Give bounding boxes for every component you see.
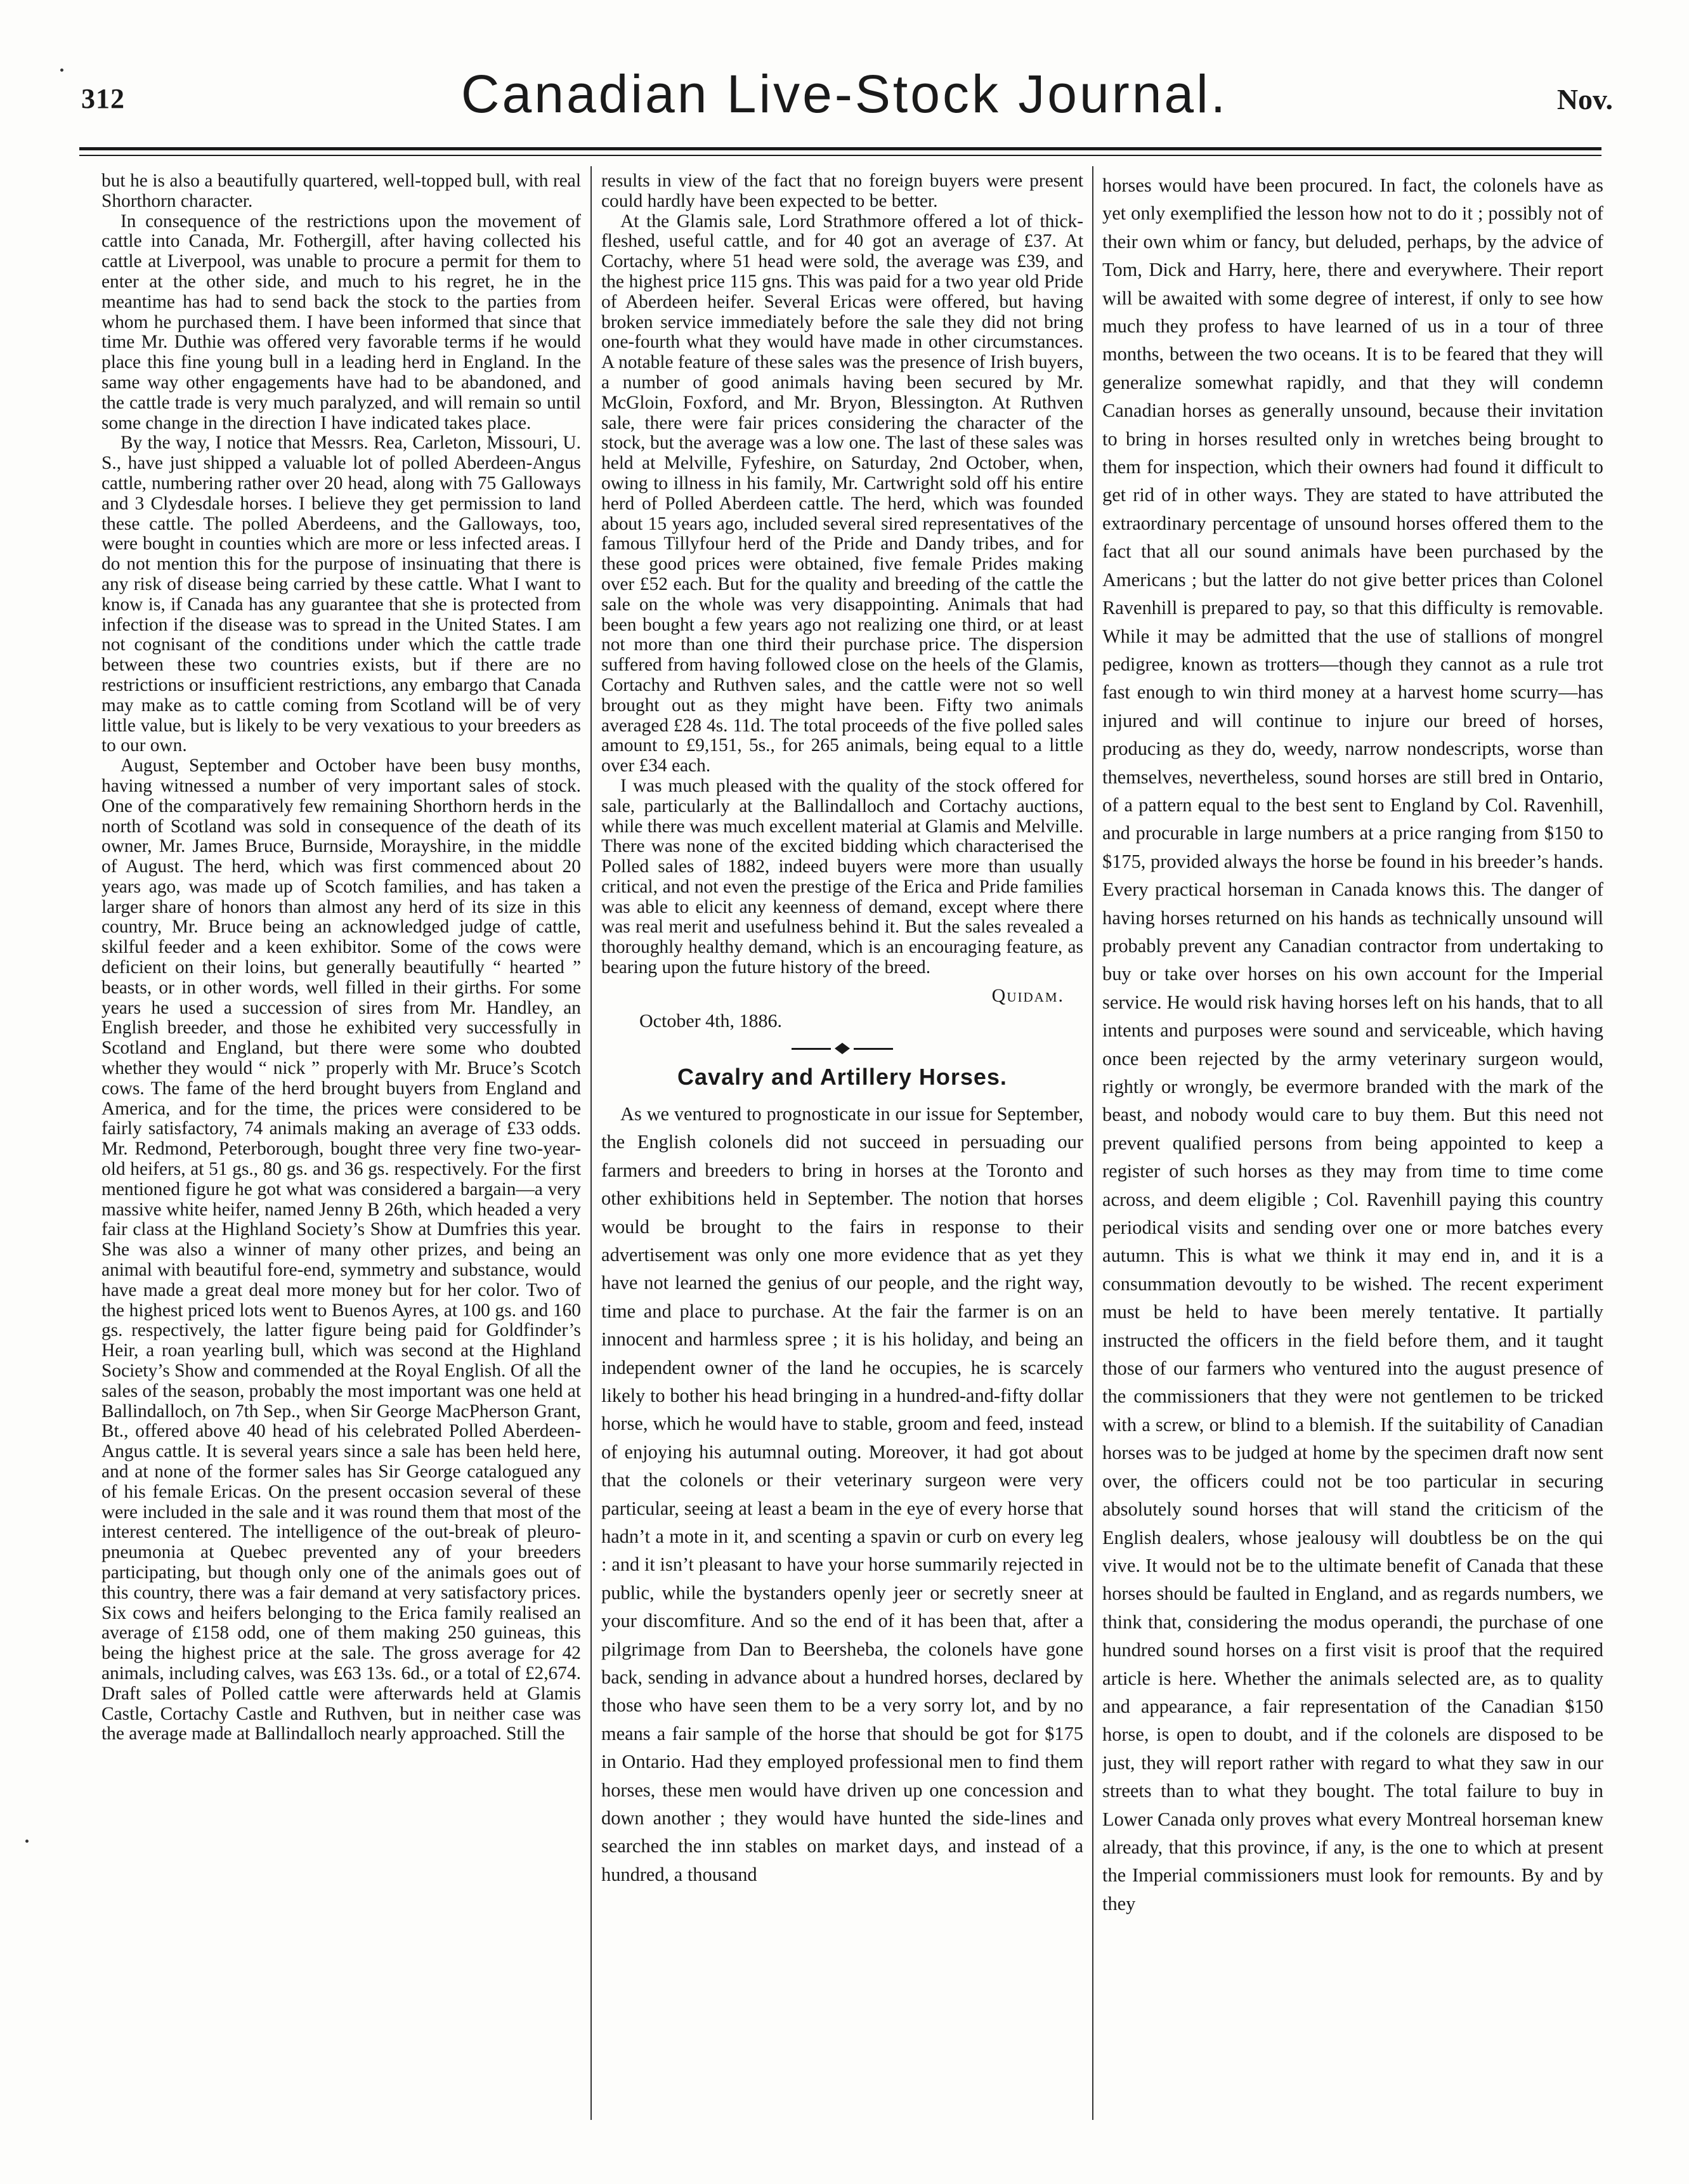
separator-dash	[792, 1048, 831, 1050]
margin-speck	[60, 69, 63, 72]
column-divider-right	[1092, 166, 1093, 2120]
paragraph: In consequence of the restrictions upon the movement of cattle into Canada, Mr. Fothergill, after having collected his cattle at Liverpool, was unable to procure a permit for them to enter at the other side, and much to his regret, he in the meantime has had to send back the stock to the parties from whom he purchased them. I have been informed that since that time Mr. Duthie was offered very favorable terms if he would place this fine young bull in a leading herd in England. In the same way other engagements have had to be abandoned, and the cattle trade is very much paralyzed, and will remain so until some change in the direction I have indicated takes place.	[101, 211, 581, 433]
author-signature: Quidam.	[991, 984, 1064, 1006]
margin-speck	[25, 1840, 29, 1843]
column-3	[1102, 171, 1603, 2122]
dateline: October 4th, 1886.	[639, 1010, 782, 1031]
paragraph: August, September and October have been busy months, having witnessed a number of very important sales of stock. One of the comparatively few remaining Shorthorn herds in the north of Scotland was sold in consequence of the death of its owner, Mr. James Bruce, Burnside, Morayshire, in the middle of August. The herd, which was first commenced about 20 years ago, was made up of Scotch families, and has taken a larger share of honors than almost any herd of its size in this country, Mr. Bruce being an acknowledged judge of cattle, skilful feeder and a keen exhibitor. Some of the cows were deficient on their loins, but generally beautifully “ hearted ” beasts, or in other words, well filled in their girths. For some years he used a succession of sires from Mr. Handley, an English breeder, and those he exhibited very successfully in Scotland and England, but there were some who doubted whether they would “ nick ” properly with Mr. Bruce’s Scotch cows. The fame of the herd brought buyers from England and America, and for the time, the prices were considered to be fairly satisfactory, 74 animals making an average of £33 odds. Mr. Redmond, Peterborough, bought three very fine two-year-old heifers, at 51 gs., 80 gs. and 36 gs. respectively. For the first mentioned figure he got what was considered a bargain—a very massive white heifer, named Jenny B 26th, which headed a very fair class at the Highland Society’s Show at Dumfries this year. She was also a winner of many other prizes, and being an animal with beautiful fore-end, symmetry and substance, would have made a great deal more money but for her color. Two of the highest priced lots went to Buenos Ayres, at 100 gs. and 160 gs. respectively, the latter figure being paid for Goldfinder’s Heir, a roan yearling bull, which was second at the Highland Society’s Show and commended at the Royal English. Of all the sales of the season, probably the most important was one held at Ballindalloch, on 7th Sep., when Sir George MacPherson Grant, Bt., offered above 40 head of his celebrated Polled Aberdeen-Angus cattle. It is several years since a sale has been held here, and at none of the former sales has Sir George catalogued any of his female Ericas. On the present occasion several of these were included in the sale and it was round them that most of the interest centered. The intelligence of the out-break of pleuro-pneumonia at Quebec prevented any of your breeders participating, but though only one of the animals goes out of this country, there was a fair demand at very satisfactory prices. Six cows and heifers belonging to the Erica family realised an average of £158 odd, one of them making 250 guineas, this being the highest price at the sale. The gross average for 42 animals, including calves, was £63 13s. 6d., or a total of £2,674. Draft sales of Polled cattle were afterwards held at Glamis Castle, Cortachy Castle and Ruthven, but in neither case was the average made at Ballindalloch nearly approached. Still the	[101, 755, 581, 1744]
paragraph: By the way, I notice that Messrs. Rea, Carleton, Missouri, U. S., have just shipped a valuable lot of polled Aberdeen-Angus cattle, numbering rather over 20 head, along with 75 Galloways and 3 Clydesdale horses. I believe they get permission to land these cattle. The polled Aberdeens, and the Galloways, too, were bought in counties which are more or less infected areas. I do not mention this for the purpose of insinuating that there is any risk of disease being carried by these cattle. What I want to know is, if Canada has any guarantee that she is protected from infection if the disease was to spread in the United States. I am not cognisant of the conditions under which the cattle trade between these two countries exists, but if there are no restrictions or insufficient restrictions, any embargo that Canada may make as to cattle coming from Scotland will be of very little value, but is likely to be very vexatious to your breeders as to our own.	[101, 433, 581, 756]
separator-ornament	[835, 1043, 850, 1054]
page-number: 312	[81, 83, 125, 114]
journal-title: Canadian Live-Stock Journal.	[460, 64, 1229, 124]
paragraph: horses would have been procured. In fact, the colonels have as yet only exemplified the lesson how not to do it ; possibly not of their own whim or fancy, but deluded, perhaps, by the advice of Tom, Dick and Harry, here, there and everywhere. Their report will be awaited with some degree of interest, if only to see how much they profess to have learned of us in a tour of three months, between the two oceans. It is to be feared that they will generalize somewhat rapidly, and that they will condemn Canadian horses as generally unsound, because their invitation to bring in horses resulted only in wretches being brought to them for inspection, which their owners had found it difficult to get rid of in other ways. They are stated to have attributed the extraordinary percentage of unsound horses offered them to the fact that all our sound animals have been purchased by the Americans ; but the latter do not give better prices than Colonel Ravenhill is prepared to pay, so that this difficulty is removable. While it may be admitted that the use of stallions of mongrel pedigree, known as trotters—though they cannot as a rule trot fast enough to win third money at a harvest home scurry—has injured and will continue to injure our breed of horses, producing as they do, weedy, narrow nondescripts, worse than themselves, nevertheless, sound horses are still bred in Ontario, of a pattern equal to the best sent to England by Col. Ravenhill, and procurable in large numbers at a price ranging from $150 to $175, provided always the horse be found in his breeder’s hands. Every practical horseman in Canada knows this. The danger of having horses returned on his hands as technically unsound will probably prevent any Canadian contractor from undertaking to buy or take over horses on his own account for the Imperial service. He would risk having horses left on his hands, that to all intents and purposes were sound and serviceable, which having once been rejected by the army veterinary surgeon would, rightly or wrongly, be evermore branded with the mark of the beast, and nobody would care to buy them. But this need not prevent qualified persons from being appointed to keep a register of such horses as they may from time to time come across, and deem eligible ; Col. Ravenhill paying this country periodical visits and sending over one or more batches every autumn. This is what we think it may end in, and it is a consummation devoutly to be wished. The recent experiment must be held to have been merely tentative. It partially instructed the officers in the field before them, and it taught those of our farmers who ventured into the august presence of the commissioners that they were not gentlemen to be tricked with a screw, or blind to a blemish. If the suitability of Canadian horses was to be judged at home by the specimen draft now sent over, the officers could not be too particular in securing absolutely sound horses that will stand the criticism of the English dealers, whose jealousy will doubtless be on the qui vive. It would not be to the ultimate benefit of Canada that these horses should be faulted in England, and as regards numbers, we think that, considering the modus operandi, the purchase of one hundred sound horses on a first visit is proof that the required article is here. Whether the animals selected are, as to quality and appearance, a fair representation of the Canadian $150 horse, is open to doubt, and if the colonels are disposed to be just, they will report rather with regard to what they saw in our streets than to what they bought. The total failure to buy in Lower Canada only proves what every Montreal horseman knew already, that this province, if any, is the one to which at present the Imperial commissioners must look for remounts. By and by they	[1102, 174, 1603, 1914]
header-rule-thick	[79, 147, 1601, 150]
article-body	[601, 1100, 1083, 1888]
paragraph: but he is also a beautifully quartered, well-topped bull, with real Shorthorn character.	[101, 171, 581, 211]
column-2	[601, 171, 1083, 2122]
paragraph: At the Glamis sale, Lord Strathmore offered a lot of thick-fleshed, useful cattle, and for 40 got an average of £37. At Cortachy, where 51 head were sold, the average was £39, and the highest price 115 gns. This was paid for a two year old Pride of Aberdeen heifer. Several Ericas were offered, but having broken service immediately before the sale they did not bring one-fourth what they would have made in other circumstances. A notable feature of these sales was the presence of Irish buyers, a number of good animals having been secured by Mr. McGloin, Foxford, and Mr. Bryon, Blessington. At Ruthven sale, there were fair prices considering the character of the stock, but the average was a low one. The last of these sales was held at Melville, Fyfeshire, on Saturday, 2nd October, when, owing to illness in his family, Mr. Cartwright sold off his entire herd of Polled Aberdeen cattle. The herd, which was founded about 15 years ago, included several sired representatives of the famous Tillyfour herd of the Pride and Dandy tribes, and for these good prices were obtained, five female Prides making over £52 each. But for the quality and breeding of the cattle the sale on the whole was very disappointing. Animals that had been bought a few years ago not realizing one third, or at least not more than one third their purchase price. The dispersion suffered from having followed close on the heels of the Glamis, Cortachy and Ruthven sales, and the cattle were not so well brought out as they might have been. Fifty two animals averaged £28 4s. 11d. The total proceeds of the five polled sales amount to £9,151, 5s., for 265 animals, being equal to a little over £34 each.	[601, 211, 1083, 776]
column-divider-left	[590, 166, 592, 2120]
header-rule-thin	[79, 155, 1601, 156]
paragraph: As we ventured to prognosticate in our issue for September, the English colonels did not succeed in persuading our farmers and breeders to bring in horses at the Toronto and other exhibitions held in September. The notion that horses would be brought to the fairs in response to their advertisement was only one more evidence that as yet they have not learned the genius of our people, and the right way, time and place to purchase. At the fair the farmer is on an innocent and harmless spree ; it is his holiday, and being an independent owner of the land he occupies, he is scarcely likely to bother his head bringing in a hundred-and-fifty dollar horse, which he would have to stable, groom and feed, instead of enjoying his autumnal outing. Moreover, it had got about that the colonels or their veterinary surgeon were very particular, seeing at least a beam in the eye of every horse that hadn’t a mote in it, and scenting a spavin or curb on every leg : and it isn’t pleasant to have your horse summarily rejected in public, while the bystanders openly jeer or secretly sneer at your discomfiture. And so the end of it has been that, after a pilgrimage from Dan to Beersheba, the colonels have gone back, sending in advance about a hundred horses, declared by those who have seen them to be a very sorry lot, and by no means a fair sample of the horse that should be got for $175 in Ontario. Had they employed professional men to find them horses, these men would have driven up one concession and down another ; they would have hunted the side-lines and searched the inn stables on market days, and instead of a hundred, a thousand	[601, 1102, 1083, 1885]
paragraph: I was much pleased with the quality of the stock offered for sale, particularly at the Ballindalloch and Cortachy auctions, while there was much excellent material at Glamis and Melville. There was none of the excited bidding which characterised the Polled sales of 1882, indeed buyers were more than usually critical, and not even the prestige of the Erica and Pride families was able to elicit any keenness of demand, except where there was real merit and usefulness behind it. But the sales revealed a thoroughly healthy demand, which is an encouraging feature, as bearing upon the future history of the breed.	[601, 775, 1083, 978]
issue-month: Nov.	[1556, 83, 1613, 115]
article-heading: Cavalry and Artillery Horses.	[677, 1063, 1007, 1090]
page-header	[0, 0, 1689, 146]
article-continuation	[601, 171, 1083, 1007]
paragraph: results in view of the fact that no foreign buyers were present could hardly have been expected to be better.	[601, 171, 1083, 211]
column-1	[101, 171, 581, 2122]
separator-dash	[854, 1048, 893, 1050]
section-separator	[601, 1039, 1083, 1059]
